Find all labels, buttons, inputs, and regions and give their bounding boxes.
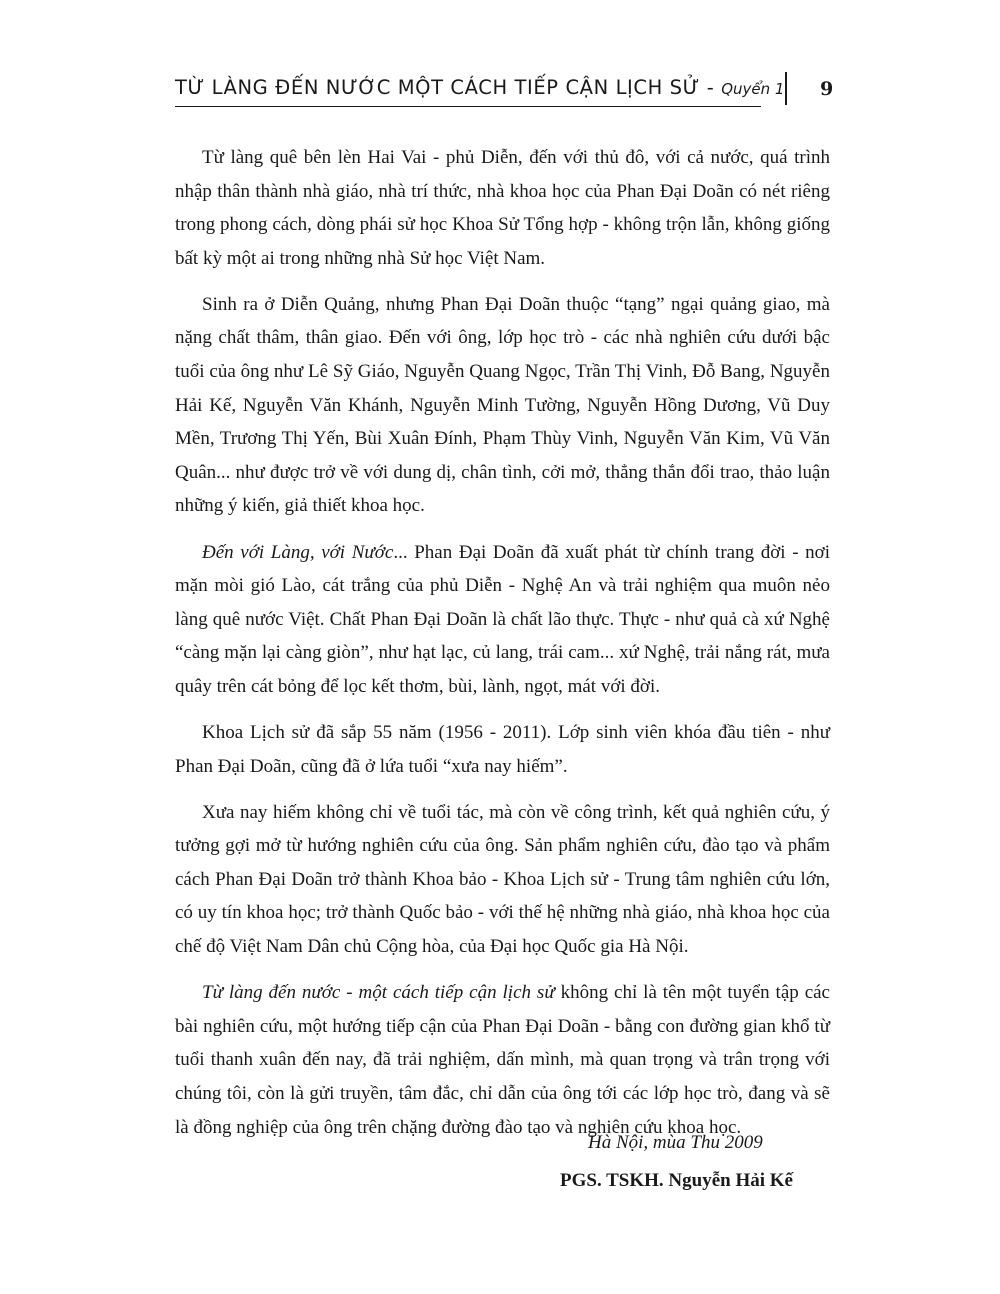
paragraph-6 [175, 976, 830, 1144]
book-title: TỪ LÀNG ĐẾN NƯỚC MỘT CÁCH TIẾP CẬN LỊCH SỬ - [175, 76, 722, 99]
header-divider [785, 72, 787, 105]
paragraph-3-italic: Đến với Làng, với Nước [202, 541, 394, 563]
paragraph-2-text: Sinh ra ở Diễn Quảng, nhưng Phan Đại Doãn thuộc “tạng” ngại quảng giao, mà nặng chất thâm, thân giao. Đến với ông, lớp học trò - các nhà nghiên cứu dưới bậc tuổi của ông như Lê Sỹ Giáo, Nguyễn Quang Ngọc, Trần Thị Vinh, Đỗ Bang, Nguyễn Hải Kế, Nguyễn Văn Khánh, Nguyễn Minh Tường, Nguyễn Hồng Dương, Vũ Duy Mền, Trương Thị Yến, Bùi Xuân Đính, Phạm Thùy Vinh, Nguyễn Văn Kim, Vũ Văn Quân... như được trở về với dung dị, chân tình, cởi mở, thẳng thắn đổi trao, thảo luận những ý kiến, giả thiết khoa học. [175, 293, 830, 517]
paragraph-5-text: Xưa nay hiếm không chỉ về tuổi tác, mà còn về công trình, kết quả nghiên cứu, ý tưởng gợi mở từ hướng nghiên cứu của ông. Sản phẩm nghiên cứu, đào tạo và phẩm cách Phan Đại Doãn trở thành Khoa bảo - Khoa Lịch sử - Trung tâm nghiên cứu lớn, có uy tín khoa học; trở thành Quốc bảo - với thế hệ những nhà giáo, nhà khoa học của chế độ Việt Nam Dân chủ Cộng hòa, của Đại học Quốc gia Hà Nội. [175, 801, 830, 958]
paragraph-1-text: Từ làng quê bên lèn Hai Vai - phủ Diễn, đến với thủ đô, với cả nước, quá trình nhập thân thành nhà giáo, nhà trí thức, nhà khoa học của Phan Đại Doãn có nét riêng trong phong cách, dòng phái sử học Khoa Sử Tổng hợp - không trộn lẫn, không giống bất kỳ một ai trong những nhà Sử học Việt Nam. [175, 147, 830, 269]
paragraph-5 [175, 796, 830, 964]
paragraph-6-text: không chỉ là tên một tuyển tập các bài nghiên cứu, một hướng tiếp cận của Phan Đại Doãn - bằng con đường gian khổ từ tuổi thanh xuân đến nay, đã trải nghiệm, dấn mình, mà quan trọng và trân trọng với chúng tôi, còn là gửi truyền, tâm đắc, chỉ dẫn của ông tới các lớp học trò, đang và sẽ là đồng nghiệp của ông trên chặng đường đào tạo và nghiên cứu khoa học. [175, 982, 830, 1138]
paragraph-6-italic: Từ làng đến nước - một cách tiếp cận lịch sử [202, 982, 555, 1004]
paragraph-3 [175, 536, 830, 704]
body-text [175, 141, 830, 1157]
volume-label: Quyển 1 [721, 80, 785, 98]
paragraph-2 [175, 288, 830, 523]
paragraph-4-text: Khoa Lịch sử đã sắp 55 năm (1956 - 2011). Lớp sinh viên khóa đầu tiên - như Phan Đại Doãn, cũng đã ở lứa tuổi “xưa nay hiếm”. [175, 722, 830, 777]
paragraph-3-text: ... Phan Đại Doãn đã xuất phát từ chính trang đời - nơi mặn mòi gió Lào, cát trắng của phủ Diễn - Nghệ An và trải nghiệm qua muôn nẻo làng quê nước Việt. Chất Phan Đại Doãn là chất lão thực. Thực - như quả cà xứ Nghệ “càng mặn lại càng giòn”, như hạt lạc, củ lang, trái cam... xứ Nghệ, trải nắng rát, mưa quây trên cát bỏng để lọc kết thơm, bùi, lành, ngọt, mát với đời. [175, 541, 830, 697]
paragraph-1 [175, 141, 830, 275]
running-header [175, 76, 785, 107]
signature-place-date: Hà Nội, mùa Thu 2009 [588, 1132, 763, 1153]
page-number: 9 [820, 78, 834, 100]
paragraph-4 [175, 716, 830, 783]
signature-author: PGS. TSKH. Nguyễn Hải Kế [560, 1170, 793, 1191]
